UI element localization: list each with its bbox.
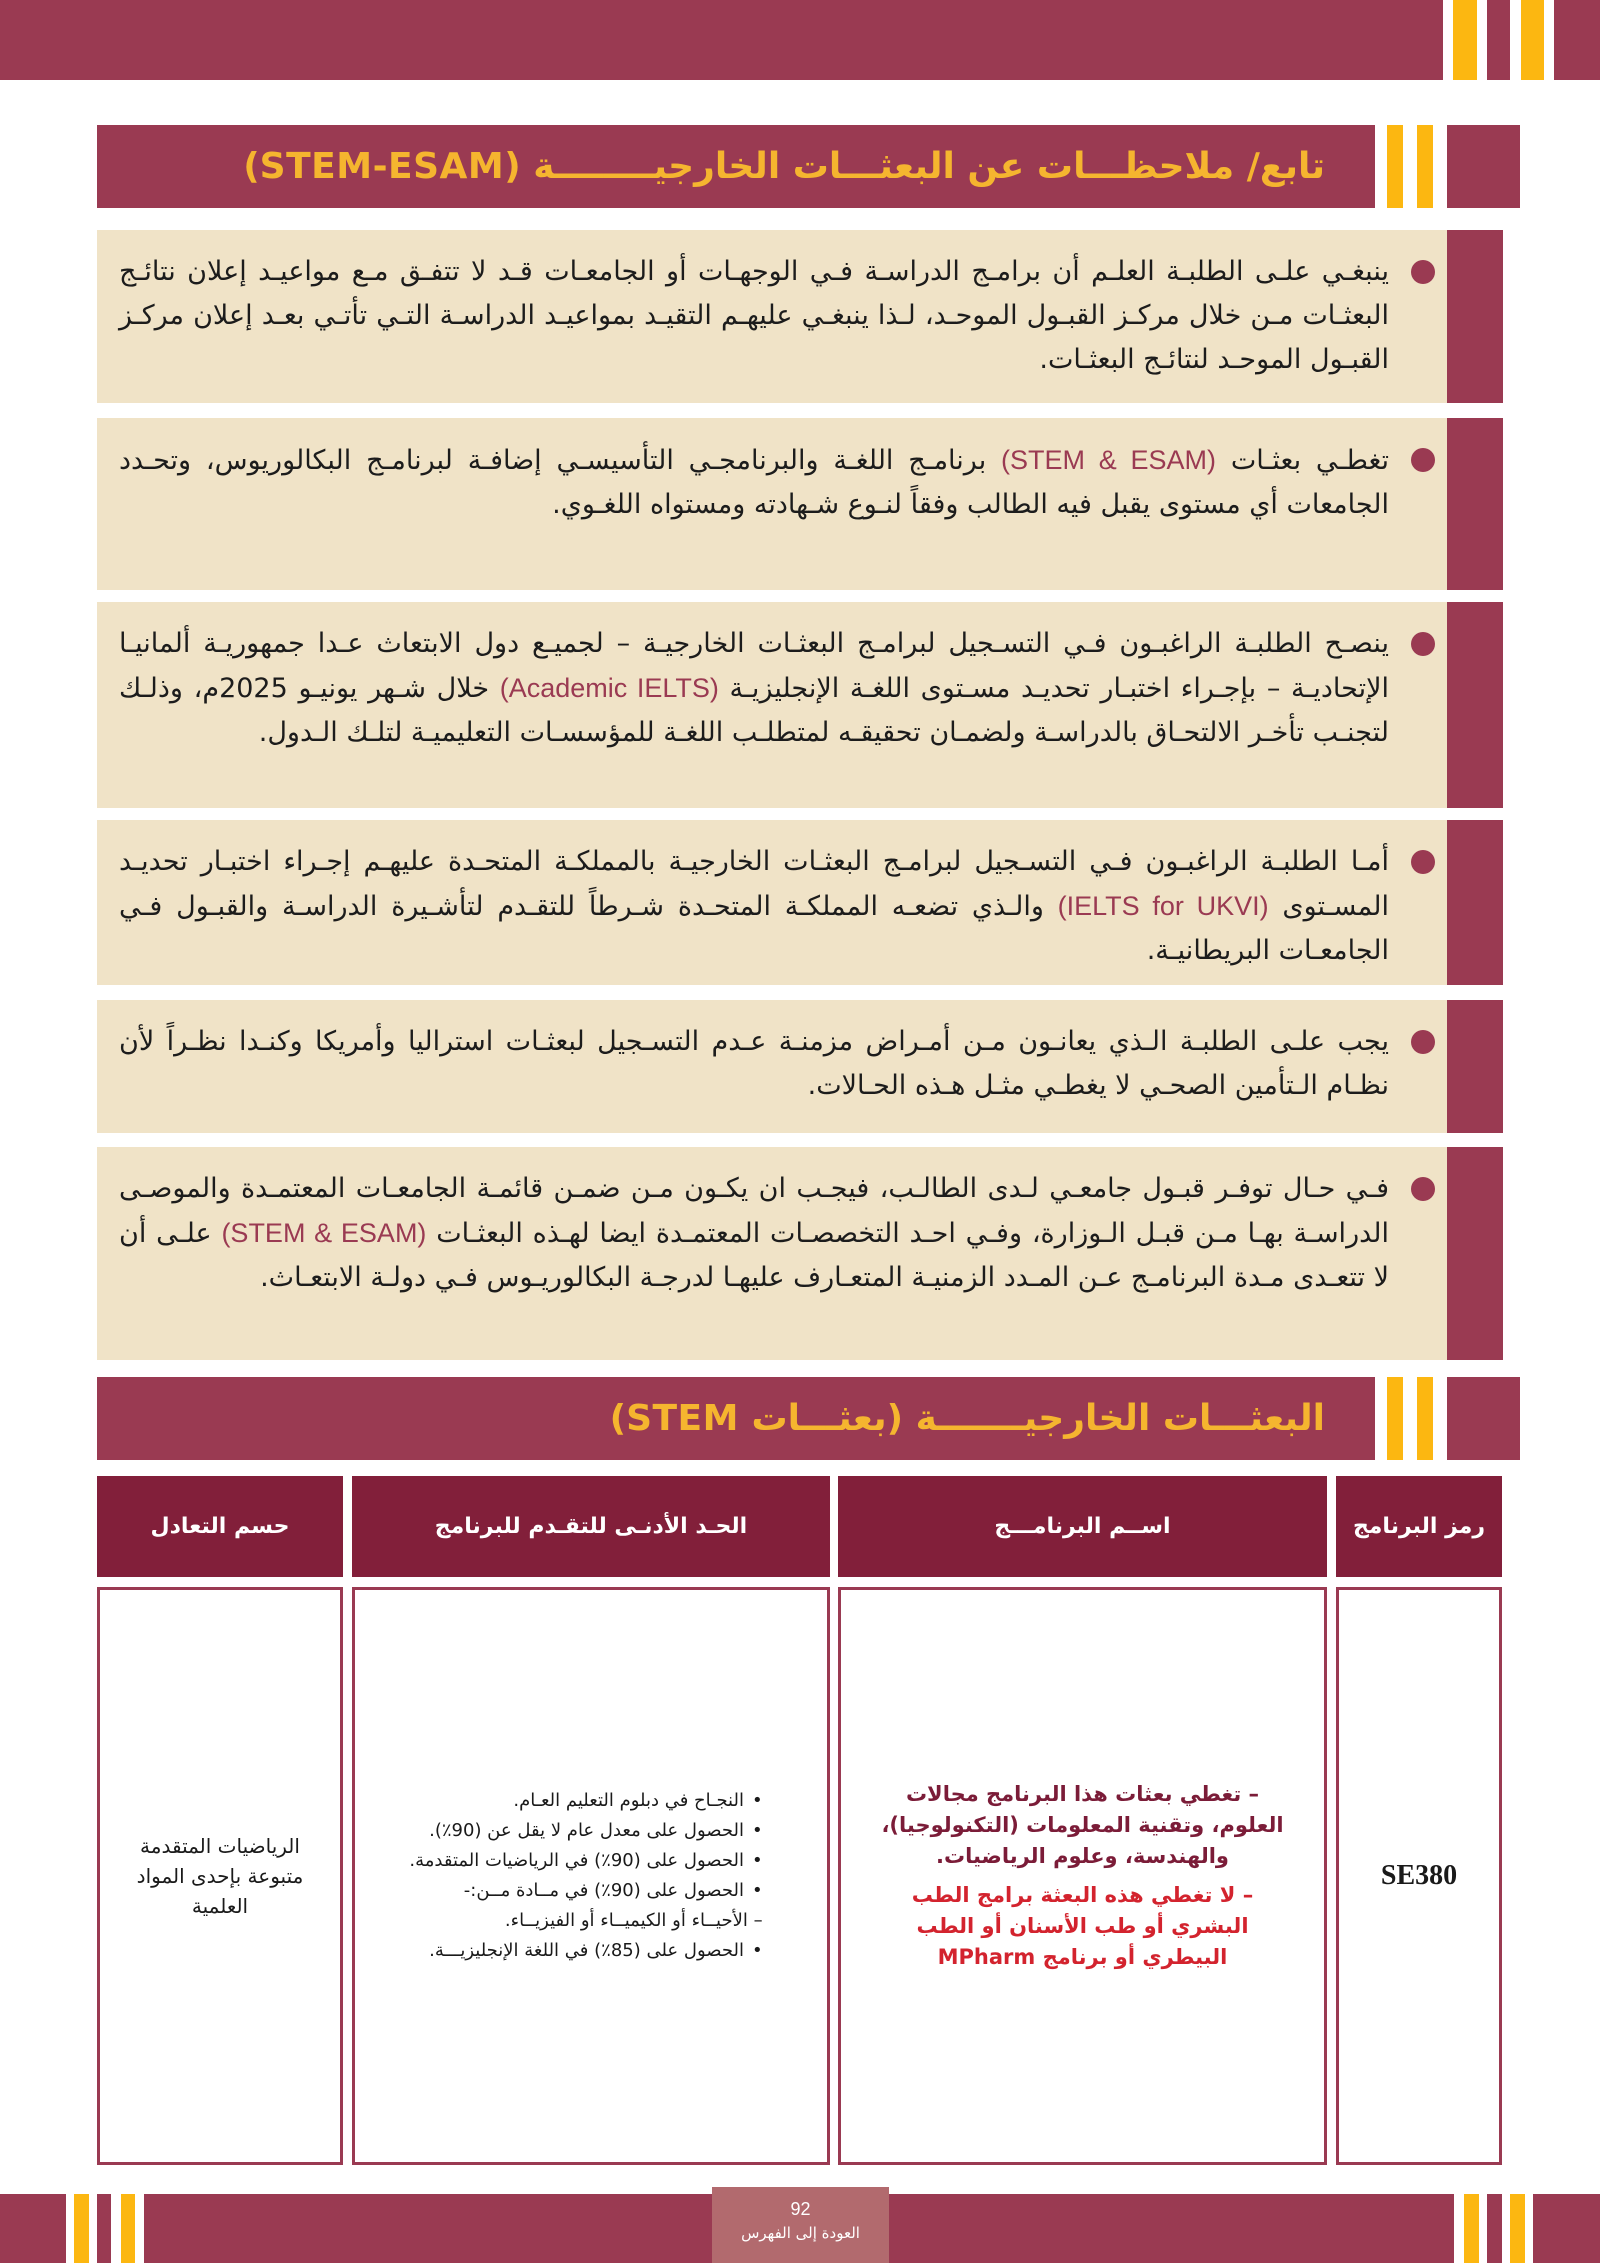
english-term: (STEM & ESAM) xyxy=(221,1218,427,1248)
page-number: 92 xyxy=(790,2199,811,2219)
requirement-subitem: – الأحيــاء أو الكيميــاء أو الفيزيــاء. xyxy=(504,1910,763,1931)
header-end-block xyxy=(1447,1377,1520,1460)
header-label: الحـد الأدنـى للتقـدم للبرنامج xyxy=(434,1514,748,1539)
note-side-bar xyxy=(1447,418,1503,590)
footer-stripe-maroon xyxy=(97,2194,111,2263)
note-box xyxy=(97,602,1503,808)
back-to-index-button[interactable] xyxy=(712,2187,889,2263)
tie-break-text: الرياضيات المتقدمة متبوعة بإحدى المواد العلمية xyxy=(136,1834,304,1918)
note-text: يجب علـى الطلبـة الـذي يعانـون مـن أمـراض مزمنـة عـدم التسـجيل لبعثـات استراليا وأمريكا وكنـدا نظـراً لأن نظـام الـتأمين الصحـي لا يغطـي مثـل هـذه الحـالات. xyxy=(119,1026,1389,1101)
footer-stripe-yellow xyxy=(1464,2194,1479,2263)
program-exclusion: – لا تغطي هذه البعثة برامج الطب البشري أو طب الأسنان أو الطب البيطري أو برنامج MPharm xyxy=(911,1883,1254,1969)
section-header-notes xyxy=(97,125,1375,208)
note-box xyxy=(97,1000,1503,1133)
bullet-icon xyxy=(1411,850,1435,874)
header-stripe-yellow xyxy=(1417,1377,1433,1460)
header-label: حسم التعادل xyxy=(150,1514,290,1539)
note-text: تغطـي بعثـات (STEM & ESAM) برنامـج اللغـة والبرنامجـي التأسيسـي إضافـة لبرنامـج البكالوريوس، وتحـدد الجامعات أي مستوى يقبل فيه الطالب وفقاً لنـوع شـهادته ومستواه اللغـوي. xyxy=(119,445,1390,520)
note-text: ينصـح الطلبـة الراغبـون فـي التسـجيل لبرامـج البعثـات الخارجيـة – لجميـع دول الابتعاث عـدا جمهوريـة ألمانيـا الإتحاديـة – بإجـراء اختبـار تحديـد مسـتوى اللغـة الإنجليزيـة (Academic IELTS) خلال شـهر يونيـو 2025م، وذلـك لتجنـب تأخـر الالتحـاق بالدراسـة ولضمـان تحقيقـه لمتطلـب اللغـة للمؤسسـات التعليميـة لتلـك الـدول. xyxy=(119,628,1390,748)
top-stripe-maroon xyxy=(1487,0,1510,80)
column-header-name xyxy=(838,1476,1327,1577)
bullet-icon xyxy=(1411,1030,1435,1054)
footer-stripe-yellow xyxy=(74,2194,89,2263)
bullet-icon xyxy=(1411,632,1435,656)
header-end-block xyxy=(1447,125,1520,208)
top-band xyxy=(0,0,1443,80)
footer-stripe-yellow xyxy=(121,2194,135,2263)
column-header-code xyxy=(1336,1476,1502,1577)
note-side-bar xyxy=(1447,602,1503,808)
english-term: (Academic IELTS) xyxy=(499,673,719,703)
note-box xyxy=(97,230,1503,403)
requirement-item: • الحصول على (90٪) في الرياضيات المتقدمة. xyxy=(409,1846,762,1876)
requirement-item: • النجـاح في دبلوم التعليم العـام. xyxy=(409,1786,762,1816)
cell-program-name xyxy=(838,1587,1327,2165)
header-stripe-yellow xyxy=(1387,125,1403,208)
note-side-bar xyxy=(1447,820,1503,985)
section-title: تابع/ ملاحظـــات عن البعثـــات الخارجيــــــــة (STEM-ESAM) xyxy=(243,146,1325,187)
note-box xyxy=(97,418,1503,590)
top-stripe-yellow xyxy=(1453,0,1477,80)
requirement-item: • الحصول على (90٪) في مــادة مــن:- xyxy=(409,1876,762,1906)
header-label: اســم البرنامـــج xyxy=(994,1514,1171,1539)
cell-program-code xyxy=(1336,1587,1502,2165)
back-to-index-link[interactable]: العودة إلى الفهرس xyxy=(741,2224,860,2242)
program-code: SE380 xyxy=(1380,1860,1458,1891)
footer-stripe-yellow xyxy=(1510,2194,1525,2263)
requirements-list xyxy=(409,1786,772,1966)
bullet-icon xyxy=(1411,260,1435,284)
section-title: البعثـــات الخارجيـــــــة (بعثـــات STEM) xyxy=(609,1398,1325,1439)
header-stripe-yellow xyxy=(1387,1377,1403,1460)
header-stripe-yellow xyxy=(1417,125,1433,208)
note-box xyxy=(97,1147,1503,1360)
program-coverage: – تغطي بعثات هذا البرنامج مجالات العلوم، وتقنية المعلومات (التكنولوجيا)، والهندسة، وعلوم الرياضيات. xyxy=(881,1782,1284,1868)
note-side-bar xyxy=(1447,230,1503,403)
bullet-icon xyxy=(1411,1177,1435,1201)
footer-stripe-maroon xyxy=(1487,2194,1502,2263)
column-header-tie-break xyxy=(97,1476,343,1577)
footer-band-right xyxy=(1533,2194,1600,2263)
note-side-bar xyxy=(1447,1000,1503,1133)
section-header-stem xyxy=(97,1377,1375,1460)
cell-min-requirements xyxy=(352,1587,830,2165)
bullet-icon xyxy=(1411,448,1435,472)
footer-band-left xyxy=(0,2194,66,2263)
requirement-item: • الحصول على (85٪) في اللغة الإنجليزيـــة. xyxy=(409,1936,762,1966)
english-term: (STEM & ESAM) xyxy=(1001,445,1217,475)
top-stripe-yellow xyxy=(1521,0,1544,80)
note-box xyxy=(97,820,1503,985)
note-text: أمـا الطلبـة الراغبـون فـي التسـجيل لبرامـج البعثـات الخارجيـة بالمملكـة المتحـدة عليهـم إجـراء اختبـار تحديـد المسـتوى (IELTS for UKVI) والـذي تضعـه المملكـة المتحـدة شـرطاً للتقـدم لتأشـيرة الدراسـة والقبـول فـي الجامعـات البريطانيـة. xyxy=(119,846,1389,966)
note-side-bar xyxy=(1447,1147,1503,1360)
english-term: (IELTS for UKVI) xyxy=(1057,891,1269,921)
requirement-item: • الحصول على معدل عام لا يقل عن (90٪). xyxy=(409,1816,762,1846)
note-text: فـي حـال توفـر قبـول جامعـي لـدى الطالـب، فيجـب ان يكـون مـن ضمـن قائمـة الجامعـات المعتمـدة والموصـى الدراسـة بهـا مـن قبـل الـوزارة، وفـي احـد التخصصـات المعتمـدة ايضا لهـذه البعثـات (STEM & ESAM) علـى أن لا تتعـدى مـدة البرنامـج عـن المـدد الزمنيـة المتعـارف عليهـا لدرجـة البكالوريـوس فـي دولـة الابتعـاث. xyxy=(119,1173,1390,1293)
column-header-min-requirements xyxy=(352,1476,830,1577)
top-band-end xyxy=(1554,0,1600,80)
header-label: رمز البرنامج xyxy=(1352,1514,1486,1539)
cell-tie-break xyxy=(97,1587,343,2165)
note-text: ينبغـي علـى الطلبـة العلـم أن برامـج الدراسـة فـي الوجهـات أو الجامعـات قـد لا تتفـق مـع مواعيـد إعلان نتائـج البعثـات مـن خلال مركـز القبـول الموحـد، لـذا ينبغـي عليهـم التقيـد بمواعيـد الدراسـة التـي تأتـي بعـد إعلان مركـز القبـول الموحـد لنتائـج البعثـات. xyxy=(119,256,1389,375)
